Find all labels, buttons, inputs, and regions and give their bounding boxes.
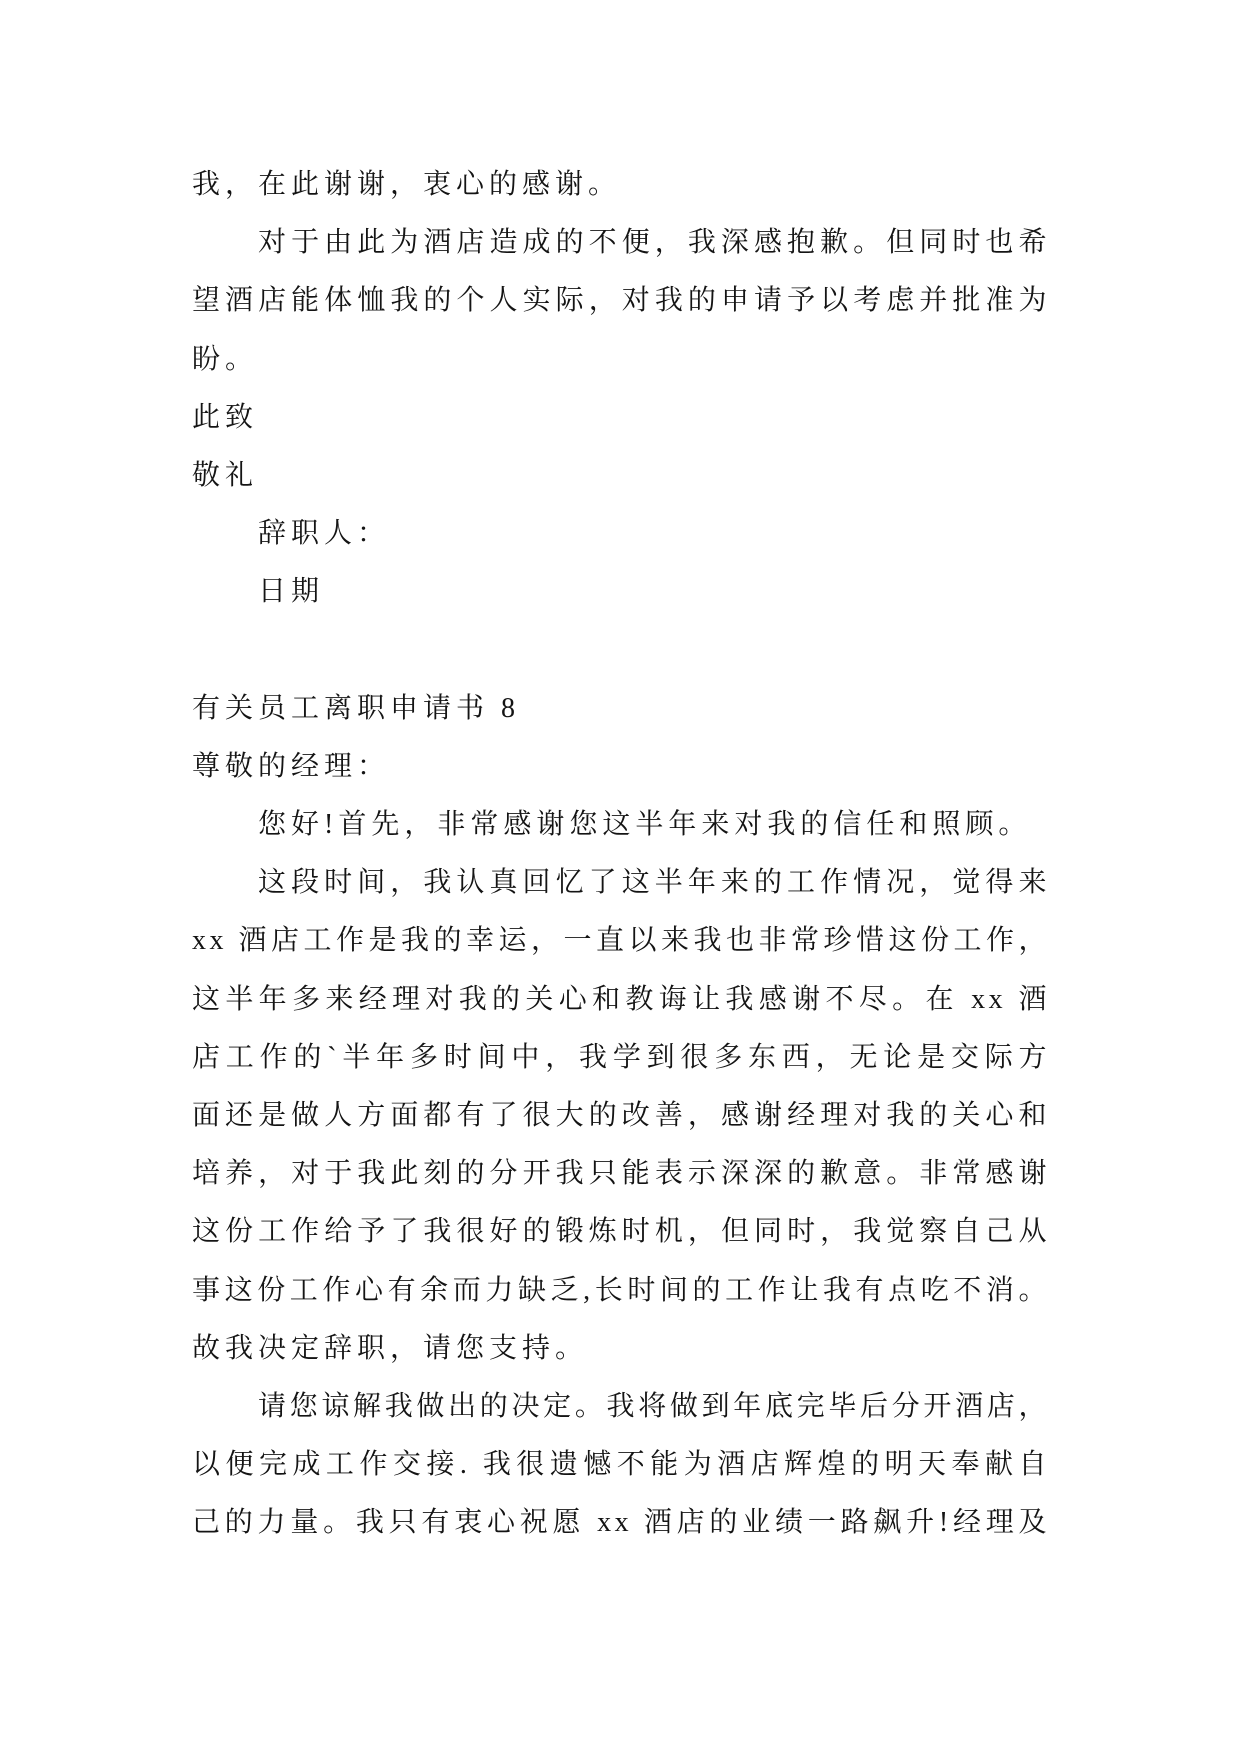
paragraph-line: 以便完成工作交接. 我很遗憾不能为酒店辉煌的明天奉献自 — [192, 1449, 1050, 1481]
greeting-paragraph — [192, 796, 1050, 854]
reason-paragraph — [192, 854, 1050, 1378]
letter-greeting: 尊敬的经理： — [192, 750, 391, 782]
paragraph-line: 事这份工作心有余而力缺乏,长时间的工作让我有点吃不消。 — [192, 1274, 1050, 1306]
regards-phrase: 敬礼 — [192, 459, 259, 491]
paragraph-line: 这段时间，我认真回忆了这半年来的工作情况，觉得来 — [258, 867, 1050, 899]
date-label: 日期 — [258, 576, 325, 608]
paragraph-line: 面还是做人方面都有了很大的改善，感谢经理对我的关心和 — [192, 1100, 1050, 1131]
paragraph-line: 己的力量。我只有衷心祝愿 xx 酒店的业绩一路飙升!经理及 — [192, 1507, 1050, 1539]
document-body — [192, 156, 1050, 1553]
letter-title: 有关员工离职申请书 8 — [192, 692, 521, 724]
apology-paragraph — [192, 214, 1050, 389]
signer-label: 辞职人： — [258, 518, 391, 550]
closing-phrase: 此致 — [192, 401, 259, 433]
paragraph-line: 盼。 — [192, 343, 259, 375]
paragraph-line: 望酒店能体恤我的个人实际，对我的申请予以考虑并批准为 — [192, 285, 1050, 317]
paragraph-line: 故我决定辞职，请您支持。 — [192, 1332, 589, 1364]
paragraph-line: xx 酒店工作是我的幸运，一直以来我也非常珍惜这份工作， — [192, 925, 1050, 957]
handover-paragraph — [192, 1378, 1050, 1553]
thanks-line: 我，在此谢谢，衷心的感谢。 — [192, 169, 622, 200]
paragraph-line: 培养，对于我此刻的分开我只能表示深深的歉意。非常感谢 — [192, 1158, 1050, 1190]
paragraph-line: 这半年多来经理对我的关心和教诲让我感谢不尽。在 xx 酒 — [192, 983, 1050, 1015]
paragraph-line: 店工作的`半年多时间中，我学到很多东西，无论是交际方 — [192, 1041, 1050, 1073]
paragraph-line: 您好!首先，非常感谢您这半年来对我的信任和照顾。 — [258, 809, 1032, 841]
blank-line — [192, 622, 1050, 680]
paragraph-line: 这份工作给予了我很好的锻炼时机，但同时，我觉察自己从 — [192, 1216, 1050, 1248]
paragraph-line: 对于由此为酒店造成的不便，我深感抱歉。但同时也希 — [258, 227, 1050, 259]
paragraph-line: 请您谅解我做出的决定。我将做到年底完毕后分开酒店， — [258, 1390, 1050, 1422]
